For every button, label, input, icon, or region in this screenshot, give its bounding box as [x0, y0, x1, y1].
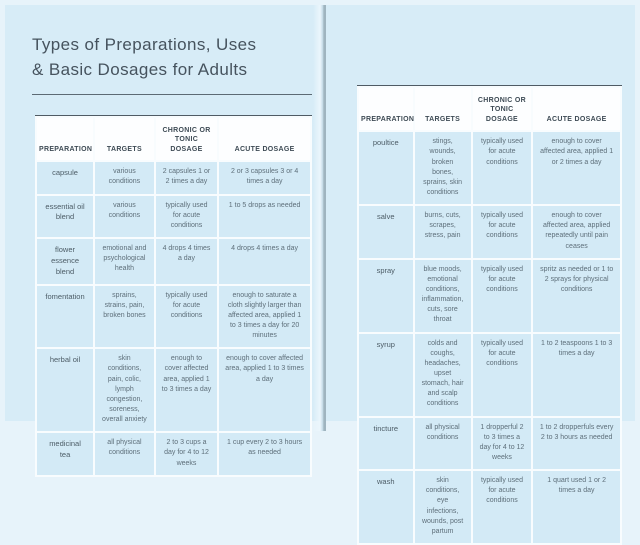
cell-preparation: medicinal tea [37, 433, 93, 474]
cell-chronic-dosage: typically used for acute conditions [156, 286, 217, 348]
cell-chronic-dosage: 2 to 3 cups a day for 4 to 12 weeks [156, 433, 217, 474]
cell-targets: stings, wounds, broken bones, sprains, skin conditions [415, 132, 471, 204]
table-row-medicinal-tea [37, 433, 310, 474]
table-row-wash [359, 471, 620, 543]
cell-targets: burns, cuts, scrapes, stress, pain [415, 206, 471, 258]
cell-targets: skin conditions, eye infections, wounds, post partum [415, 471, 471, 543]
table-row-flower-essence-blend [37, 239, 310, 284]
preparations-table-right [357, 85, 622, 545]
cell-acute-dosage: enough to saturate a cloth slightly larger than affected area, applied 1 to 3 times a day for 20 minutes [219, 286, 310, 348]
cell-preparation: salve [359, 206, 413, 258]
cell-targets: all physical conditions [95, 433, 154, 474]
column-header-chronic-dosage: CHRONIC OR TONIC DOSAGE [156, 118, 217, 160]
cell-chronic-dosage: typically used for acute conditions [473, 260, 532, 332]
column-header-preparation: PREPARATION [37, 118, 93, 160]
table-right [357, 86, 622, 545]
cell-acute-dosage: 1 to 5 drops as needed [219, 196, 310, 237]
table-row-tincture [359, 418, 620, 470]
table-row-poultice [359, 132, 620, 204]
table-header-row [359, 88, 620, 130]
table-left [35, 116, 312, 477]
preparations-table-left [35, 115, 312, 477]
cell-targets: blue moods, emotional conditions, inflammation, cuts, sore throat [415, 260, 471, 332]
cell-chronic-dosage: 4 drops 4 times a day [156, 239, 217, 284]
cell-acute-dosage: enough to cover affected area, applied 1 or 2 times a day [533, 132, 620, 204]
cell-targets: emotional and psychological health [95, 239, 154, 284]
cell-acute-dosage: enough to cover affected area, applied 1 to 3 times a day [219, 349, 310, 431]
column-header-chronic-dosage: CHRONIC OR TONIC DOSAGE [473, 88, 532, 130]
cell-chronic-dosage: typically used for acute conditions [473, 471, 532, 543]
column-header-acute-dosage: ACUTE DOSAGE [219, 118, 310, 160]
cell-targets: various conditions [95, 196, 154, 237]
cell-targets: skin conditions, pain, colic, lymph congestion, soreness, overall anxiety [95, 349, 154, 431]
cell-preparation: herbal oil [37, 349, 93, 431]
cell-acute-dosage: enough to cover affected area, applied repeatedly until pain ceases [533, 206, 620, 258]
cell-chronic-dosage: typically used for acute conditions [473, 132, 532, 204]
cell-preparation: flower essence blend [37, 239, 93, 284]
cell-chronic-dosage: 1 dropperful 2 to 3 times a day for 4 to 12 weeks [473, 418, 532, 470]
page-title-line2: & Basic Dosages for Adults [32, 60, 248, 79]
table-row-syrup [359, 334, 620, 416]
cell-acute-dosage: 1 to 2 teaspoons 1 to 3 times a day [533, 334, 620, 416]
cell-preparation: poultice [359, 132, 413, 204]
cell-acute-dosage: 4 drops 4 times a day [219, 239, 310, 284]
table-row-capsule [37, 162, 310, 193]
cell-preparation: capsule [37, 162, 93, 193]
column-header-preparation: PREPARATION [359, 88, 413, 130]
table-row-essential-oil-blend [37, 196, 310, 237]
page-title [32, 32, 322, 82]
cell-acute-dosage: 1 to 2 dropperfuls every 2 to 3 hours as needed [533, 418, 620, 470]
cell-acute-dosage: spritz as needed or 1 to 2 sprays for physical conditions [533, 260, 620, 332]
cell-acute-dosage: 2 or 3 capsules 3 or 4 times a day [219, 162, 310, 193]
cell-acute-dosage: 1 cup every 2 to 3 hours as needed [219, 433, 310, 474]
cell-preparation: fomentation [37, 286, 93, 348]
title-underline [32, 94, 312, 95]
cell-chronic-dosage: typically used for acute conditions [156, 196, 217, 237]
cell-preparation: syrup [359, 334, 413, 416]
cell-chronic-dosage: typically used for acute conditions [473, 206, 532, 258]
cell-targets: all physical conditions [415, 418, 471, 470]
cell-chronic-dosage: typically used for acute conditions [473, 334, 532, 416]
table-row-salve [359, 206, 620, 258]
cell-targets: various conditions [95, 162, 154, 193]
table-row-spray [359, 260, 620, 332]
cell-targets: colds and coughs, headaches, upset stomach, hair and scalp conditions [415, 334, 471, 416]
column-header-targets: TARGETS [415, 88, 471, 130]
column-header-targets: TARGETS [95, 118, 154, 160]
cell-chronic-dosage: 2 capsules 1 or 2 times a day [156, 162, 217, 193]
page-title-line1: Types of Preparations, Uses [32, 35, 257, 54]
table-row-herbal-oil [37, 349, 310, 431]
cell-preparation: wash [359, 471, 413, 543]
cell-preparation: spray [359, 260, 413, 332]
page-spread [5, 5, 635, 535]
table-header-row [37, 118, 310, 160]
column-header-acute-dosage: ACUTE DOSAGE [533, 88, 620, 130]
cell-acute-dosage: 1 quart used 1 or 2 times a day [533, 471, 620, 543]
cell-preparation: tincture [359, 418, 413, 470]
cell-targets: sprains, strains, pain, broken bones [95, 286, 154, 348]
cell-preparation: essential oil blend [37, 196, 93, 237]
table-row-fomentation [37, 286, 310, 348]
cell-chronic-dosage: enough to cover affected area, applied 1 to 3 times a day [156, 349, 217, 431]
